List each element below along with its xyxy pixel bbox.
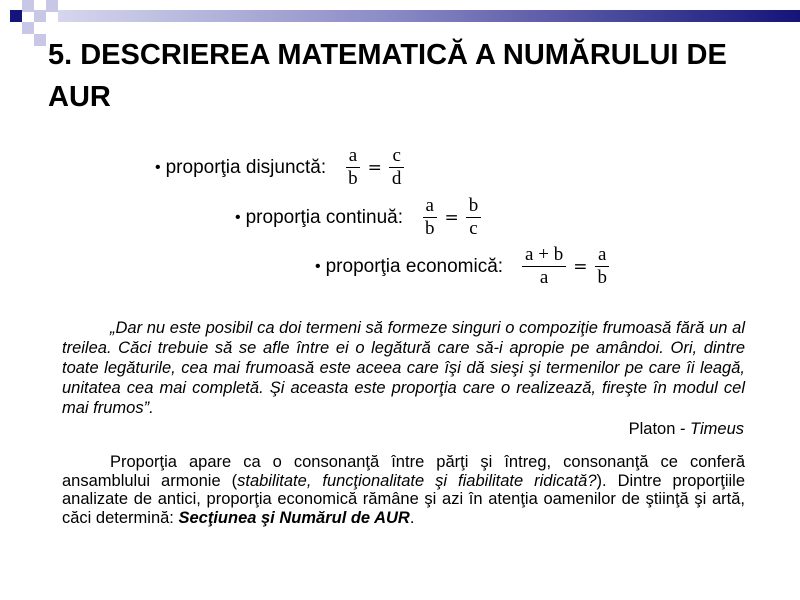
fraction: $\frac{a}{b}$: [422, 195, 438, 240]
proportion-label: proporţia economică:: [325, 255, 504, 277]
paragraph-text: Proporţia apare ca o consonanţă între părţi şi întreg, consonanţă ce conferă ansamblului armonie (: [62, 453, 745, 490]
bullet-icon: •: [155, 158, 161, 176]
bullet-icon: •: [235, 208, 241, 226]
equals-sign: =: [444, 207, 459, 228]
paragraph-italic: stabilitate, funcţionalitate şi fiabilitate ridicată?: [237, 471, 597, 490]
equals-sign: =: [367, 157, 382, 178]
header-gradient-bar: [58, 10, 800, 22]
slide-title: 5. DESCRIEREA MATEMATICĂ A NUMĂRULUI DE AUR: [48, 39, 727, 113]
body-paragraph: [62, 453, 745, 527]
fraction: $\frac{a}{b}$: [594, 244, 610, 289]
formula: [342, 145, 407, 190]
equals-sign: =: [573, 256, 588, 277]
proportion-label: proporţia disjunctă:: [165, 156, 327, 178]
paragraph-text: ). Dintre proporţiile analizate de antici, proporţia economică rămâne şi azi în atenţia oamenilor de ştiinţă şi artă, căci determină:: [62, 471, 746, 527]
paragraph-end: .: [409, 508, 415, 527]
quote-attribution: [629, 419, 744, 439]
proportion-disjunct: [155, 145, 407, 190]
bullet-icon: •: [315, 257, 321, 275]
formula: [519, 244, 613, 289]
golden-number-emphasis: Secţiunea şi Numărul de AUR: [178, 508, 410, 527]
fraction: $\frac{a + b}{a}$: [522, 244, 566, 289]
proportion-continuous: [235, 195, 484, 240]
proportion-label: proporţia continuă:: [245, 206, 403, 228]
fraction: $\frac{c}{d}$: [389, 145, 405, 190]
author-name: Platon -: [628, 420, 691, 438]
proportion-economic: [315, 244, 613, 289]
formula: [419, 195, 484, 240]
work-title: Timeus: [690, 420, 744, 438]
fraction: $\frac{b}{c}$: [466, 195, 482, 240]
platon-quote: „Dar nu este posibil ca doi termeni să formeze singuri o compoziţie frumoasă fără un al treilea. Căci trebuie să se afle între ei o legătură care să-i apropie pe amândoi. Ori, dintre toate legăturile, cea mai frumoasă este aceea care îşi dă sieşi şi termenilor pe care îi leagă, unitatea cea mai completă. Şi aceasta este proporţia care o realizează, fireşte în modul cel mai frumos”.: [62, 319, 745, 417]
fraction: $\frac{a}{b}$: [345, 145, 361, 190]
